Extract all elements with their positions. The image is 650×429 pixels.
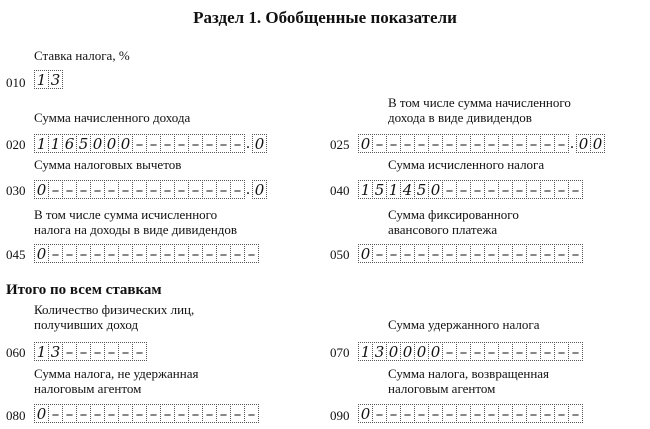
- code-070: 070: [330, 345, 350, 360]
- digit-cell[interactable]: 1: [358, 342, 373, 361]
- code-030: 030: [6, 183, 26, 198]
- f020-cells[interactable]: [34, 131, 266, 153]
- f080-label-line2: налоговым агентом: [34, 381, 142, 396]
- f090-label-line1: Сумма налога, возвращенная: [388, 366, 550, 381]
- fraction-digit-cell[interactable]: 0: [252, 134, 267, 153]
- digit-cell[interactable]: –: [484, 404, 499, 423]
- section-title: Раздел 1. Обобщенные показатели: [193, 8, 457, 27]
- digit-cell[interactable]: –: [244, 404, 259, 423]
- f040-label: Сумма исчисленного налога: [388, 157, 545, 172]
- digit-cell[interactable]: –: [104, 404, 119, 423]
- digit-cell[interactable]: –: [456, 134, 471, 153]
- f030-label: Сумма налоговых вычетов: [34, 157, 182, 172]
- digit-cell[interactable]: –: [188, 134, 203, 153]
- digit-cell[interactable]: –: [540, 244, 555, 263]
- f045-label-line1: В том числе сумма исчисленного: [34, 207, 218, 222]
- digit-cell[interactable]: 1: [34, 70, 49, 89]
- digit-cell[interactable]: –: [470, 134, 485, 153]
- digit-cell[interactable]: 0: [90, 134, 105, 153]
- digit-cell[interactable]: 0: [34, 404, 49, 423]
- digit-cell[interactable]: –: [118, 244, 133, 263]
- digit-cell[interactable]: –: [174, 244, 189, 263]
- digit-cell[interactable]: –: [76, 244, 91, 263]
- digit-cell[interactable]: –: [470, 342, 485, 361]
- digit-cell[interactable]: –: [442, 134, 457, 153]
- decimal-point: .: [246, 181, 250, 198]
- digit-cell[interactable]: –: [230, 244, 245, 263]
- digit-cell[interactable]: –: [188, 244, 203, 263]
- digit-cell[interactable]: 0: [414, 342, 429, 361]
- f090-cells[interactable]: [358, 401, 582, 423]
- f080-label-line1: Сумма налога, не удержанная: [34, 366, 199, 381]
- f045-label-line2: налога на доходы в виде дивидендов: [34, 222, 238, 237]
- digit-cell[interactable]: –: [146, 244, 161, 263]
- digit-cell[interactable]: –: [132, 342, 147, 361]
- digit-cell[interactable]: –: [76, 180, 91, 199]
- digit-cell[interactable]: –: [386, 244, 401, 263]
- digit-cell[interactable]: –: [62, 404, 77, 423]
- digit-cell[interactable]: 0: [34, 180, 49, 199]
- digit-cell[interactable]: –: [202, 180, 217, 199]
- digit-cell[interactable]: –: [540, 404, 555, 423]
- digit-cell[interactable]: –: [104, 342, 119, 361]
- digit-cell[interactable]: –: [456, 404, 471, 423]
- digit-cell[interactable]: –: [526, 244, 541, 263]
- rate-cells[interactable]: [34, 67, 62, 89]
- f060-label-line1: Количество физических лиц,: [34, 302, 195, 317]
- digit-cell[interactable]: –: [512, 134, 527, 153]
- digit-cell[interactable]: –: [202, 244, 217, 263]
- digit-cell[interactable]: –: [442, 404, 457, 423]
- digit-cell[interactable]: –: [244, 244, 259, 263]
- digit-cell[interactable]: –: [484, 342, 499, 361]
- digit-cell[interactable]: –: [484, 244, 499, 263]
- digit-cell[interactable]: 6: [62, 134, 77, 153]
- digit-cell[interactable]: 0: [386, 342, 401, 361]
- digit-cell[interactable]: –: [512, 180, 527, 199]
- fraction-digit-cell[interactable]: 0: [576, 134, 591, 153]
- f045-cells[interactable]: [34, 241, 258, 263]
- digit-cell[interactable]: –: [400, 134, 415, 153]
- digit-cell[interactable]: –: [160, 244, 175, 263]
- digit-cell[interactable]: –: [118, 180, 133, 199]
- digit-cell[interactable]: –: [428, 404, 443, 423]
- digit-cell[interactable]: –: [230, 134, 245, 153]
- digit-cell[interactable]: –: [146, 180, 161, 199]
- fraction-digit-cell[interactable]: 0: [590, 134, 605, 153]
- digit-cell[interactable]: –: [90, 180, 105, 199]
- code-020: 020: [6, 137, 26, 152]
- digit-cell[interactable]: 0: [358, 404, 373, 423]
- digit-cell[interactable]: –: [132, 134, 147, 153]
- digit-cell[interactable]: –: [372, 134, 387, 153]
- f090-label-line2: налоговым агентом: [388, 381, 496, 396]
- digit-cell[interactable]: –: [62, 180, 77, 199]
- digit-cell[interactable]: –: [428, 134, 443, 153]
- f060-label-line2: получивших доход: [34, 317, 139, 332]
- digit-cell[interactable]: –: [118, 404, 133, 423]
- code-040: 040: [330, 183, 350, 198]
- digit-cell[interactable]: 1: [358, 180, 373, 199]
- digit-cell[interactable]: –: [48, 404, 63, 423]
- digit-cell[interactable]: 1: [48, 134, 63, 153]
- digit-cell[interactable]: –: [442, 244, 457, 263]
- digit-cell[interactable]: –: [428, 244, 443, 263]
- digit-cell[interactable]: –: [160, 404, 175, 423]
- digit-cell[interactable]: –: [456, 244, 471, 263]
- digit-cell[interactable]: –: [568, 180, 583, 199]
- digit-cell[interactable]: –: [414, 404, 429, 423]
- digit-cell[interactable]: –: [104, 244, 119, 263]
- digit-cell[interactable]: –: [202, 134, 217, 153]
- digit-cell[interactable]: –: [554, 342, 569, 361]
- digit-cell[interactable]: –: [456, 180, 471, 199]
- digit-cell[interactable]: –: [568, 244, 583, 263]
- digit-cell[interactable]: –: [442, 342, 457, 361]
- fraction-digit-cell[interactable]: 0: [252, 180, 267, 199]
- f080-cells[interactable]: [34, 401, 258, 423]
- digit-cell[interactable]: –: [498, 404, 513, 423]
- digit-cell[interactable]: 0: [104, 134, 119, 153]
- f025-label-line2: дохода в виде дивидендов: [388, 110, 532, 125]
- digit-cell[interactable]: –: [414, 134, 429, 153]
- digit-cell[interactable]: –: [386, 404, 401, 423]
- digit-cell[interactable]: –: [540, 180, 555, 199]
- digit-cell[interactable]: –: [540, 134, 555, 153]
- code-060: 060: [6, 345, 26, 360]
- digit-cell[interactable]: –: [498, 244, 513, 263]
- digit-cell[interactable]: –: [132, 404, 147, 423]
- digit-cell[interactable]: –: [48, 244, 63, 263]
- digit-cell[interactable]: 5: [372, 180, 387, 199]
- digit-cell[interactable]: –: [132, 180, 147, 199]
- digit-cell[interactable]: –: [188, 404, 203, 423]
- code-050: 050: [330, 247, 350, 262]
- digit-cell[interactable]: –: [372, 244, 387, 263]
- digit-cell[interactable]: –: [414, 244, 429, 263]
- digit-cell[interactable]: –: [230, 180, 245, 199]
- digit-cell[interactable]: –: [174, 404, 189, 423]
- digit-cell[interactable]: –: [498, 134, 513, 153]
- digit-cell[interactable]: –: [174, 134, 189, 153]
- digit-cell[interactable]: –: [104, 180, 119, 199]
- code-010: 010: [6, 75, 26, 90]
- digit-cell[interactable]: –: [512, 244, 527, 263]
- digit-cell[interactable]: –: [174, 180, 189, 199]
- digit-cell[interactable]: –: [526, 180, 541, 199]
- digit-cell[interactable]: –: [400, 244, 415, 263]
- f025-cells[interactable]: [358, 131, 604, 153]
- code-080: 080: [6, 408, 26, 423]
- digit-cell[interactable]: 1: [34, 342, 49, 361]
- f025-label-line1: В том числе сумма начисленного: [388, 95, 571, 110]
- digit-cell[interactable]: –: [372, 404, 387, 423]
- digit-cell[interactable]: –: [230, 404, 245, 423]
- f070-cells[interactable]: [358, 339, 582, 361]
- digit-cell[interactable]: –: [568, 404, 583, 423]
- f050-label-line1: Сумма фиксированного: [388, 207, 519, 222]
- f020-label: Сумма начисленного дохода: [34, 110, 191, 125]
- digit-cell[interactable]: –: [470, 180, 485, 199]
- code-045: 045: [6, 247, 26, 262]
- digit-cell[interactable]: –: [216, 134, 231, 153]
- digit-cell[interactable]: 5: [76, 134, 91, 153]
- f060-cells[interactable]: [34, 339, 146, 361]
- digit-cell[interactable]: –: [76, 342, 91, 361]
- digit-cell[interactable]: –: [470, 244, 485, 263]
- f030-cells[interactable]: [34, 177, 266, 199]
- f040-cells[interactable]: [358, 177, 582, 199]
- digit-cell[interactable]: –: [62, 244, 77, 263]
- digit-cell[interactable]: –: [498, 180, 513, 199]
- digit-cell[interactable]: –: [146, 404, 161, 423]
- digit-cell[interactable]: –: [526, 134, 541, 153]
- digit-cell[interactable]: 1: [386, 180, 401, 199]
- digit-cell[interactable]: –: [554, 134, 569, 153]
- digit-cell[interactable]: 4: [400, 180, 415, 199]
- digit-cell[interactable]: 3: [372, 342, 387, 361]
- digit-cell[interactable]: –: [188, 180, 203, 199]
- digit-cell[interactable]: –: [512, 342, 527, 361]
- digit-cell[interactable]: 0: [358, 134, 373, 153]
- digit-cell[interactable]: 5: [414, 180, 429, 199]
- digit-cell[interactable]: –: [146, 134, 161, 153]
- digit-cell[interactable]: –: [512, 404, 527, 423]
- decimal-point: .: [570, 135, 574, 152]
- digit-cell[interactable]: 3: [48, 70, 63, 89]
- digit-cell[interactable]: –: [456, 342, 471, 361]
- digit-cell[interactable]: –: [400, 404, 415, 423]
- digit-cell[interactable]: –: [48, 180, 63, 199]
- digit-cell[interactable]: –: [216, 244, 231, 263]
- digit-cell[interactable]: –: [216, 180, 231, 199]
- f070-label: Сумма удержанного налога: [388, 317, 540, 332]
- digit-cell[interactable]: –: [554, 180, 569, 199]
- rate-label: Ставка налога, %: [34, 48, 130, 63]
- digit-cell[interactable]: –: [484, 134, 499, 153]
- digit-cell[interactable]: –: [568, 342, 583, 361]
- f050-label-line2: авансового платежа: [388, 222, 498, 237]
- decimal-point: .: [246, 135, 250, 152]
- digit-cell[interactable]: –: [526, 404, 541, 423]
- digit-cell[interactable]: 0: [400, 342, 415, 361]
- digit-cell[interactable]: –: [216, 404, 231, 423]
- digit-cell[interactable]: 3: [48, 342, 63, 361]
- digit-cell[interactable]: –: [62, 342, 77, 361]
- digit-cell[interactable]: 1: [34, 134, 49, 153]
- digit-cell[interactable]: –: [554, 244, 569, 263]
- digit-cell[interactable]: –: [90, 244, 105, 263]
- digit-cell[interactable]: –: [554, 404, 569, 423]
- digit-cell[interactable]: 0: [34, 244, 49, 263]
- digit-cell[interactable]: –: [76, 404, 91, 423]
- digit-cell[interactable]: –: [132, 244, 147, 263]
- digit-cell[interactable]: –: [90, 404, 105, 423]
- digit-cell[interactable]: –: [202, 404, 217, 423]
- digit-cell[interactable]: 0: [428, 180, 443, 199]
- totals-heading: Итого по всем ставкам: [6, 282, 162, 298]
- digit-cell[interactable]: –: [386, 134, 401, 153]
- digit-cell[interactable]: –: [540, 342, 555, 361]
- digit-cell[interactable]: –: [498, 342, 513, 361]
- digit-cell[interactable]: –: [470, 404, 485, 423]
- digit-cell[interactable]: –: [160, 134, 175, 153]
- digit-cell[interactable]: 0: [358, 244, 373, 263]
- digit-cell[interactable]: –: [118, 342, 133, 361]
- digit-cell[interactable]: –: [90, 342, 105, 361]
- digit-cell[interactable]: –: [484, 180, 499, 199]
- digit-cell[interactable]: 0: [118, 134, 133, 153]
- digit-cell[interactable]: 0: [428, 342, 443, 361]
- code-090: 090: [330, 408, 350, 423]
- digit-cell[interactable]: –: [526, 342, 541, 361]
- digit-cell[interactable]: –: [160, 180, 175, 199]
- code-025: 025: [330, 137, 350, 152]
- f050-cells[interactable]: [358, 241, 582, 263]
- digit-cell[interactable]: –: [442, 180, 457, 199]
